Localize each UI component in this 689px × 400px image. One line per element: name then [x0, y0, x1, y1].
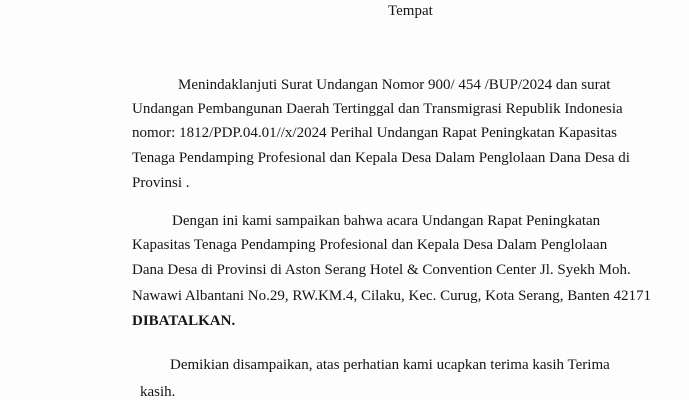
paragraph-1-line-3: nomor: 1812/PDP.04.01//x/2024 Perihal Undangan Rapat Peningkatan Kapasitas [132, 125, 617, 141]
closing-line-2: kasih. [140, 384, 176, 400]
closing-line-1: Demikian disampaikan, atas perhatian kami ucapkan terima kasih Terima [170, 357, 610, 373]
paragraph-1-line-2: Undangan Pembangunan Daerah Tertinggal dan Transmigrasi Republik Indonesia [132, 101, 623, 117]
paragraph-2-line-1: Dengan ini kami sampaikan bahwa acara Undangan Rapat Peningkatan [172, 213, 601, 229]
paragraph-2-line-4: Nawawi Albantani No.29, RW.KM.4, Cilaku, Kec. Curug, Kota Serang, Banten 42171 [132, 288, 651, 304]
paragraph-2-line-2: Kapasitas Tenaga Pendamping Profesional dan Kepala Desa Dalam Penglolaan [132, 237, 608, 253]
paragraph-1-line-5: Provinsi . [132, 175, 190, 191]
paragraph-2-line-3: Dana Desa di Provinsi di Aston Serang Hotel & Convention Center Jl. Syekh Moh. [132, 262, 631, 278]
paragraph-1-line-1: Menindaklanjuti Surat Undangan Nomor 900/ 454 /BUP/2024 dan surat [178, 77, 611, 93]
paragraph-1-line-4: Tenaga Pendamping Profesional dan Kepala Desa Dalam Penglolaan Dana Desa di [132, 150, 630, 166]
place-text: Tempat [388, 3, 433, 19]
paragraph-2-status: DIBATALKAN. [132, 313, 236, 329]
